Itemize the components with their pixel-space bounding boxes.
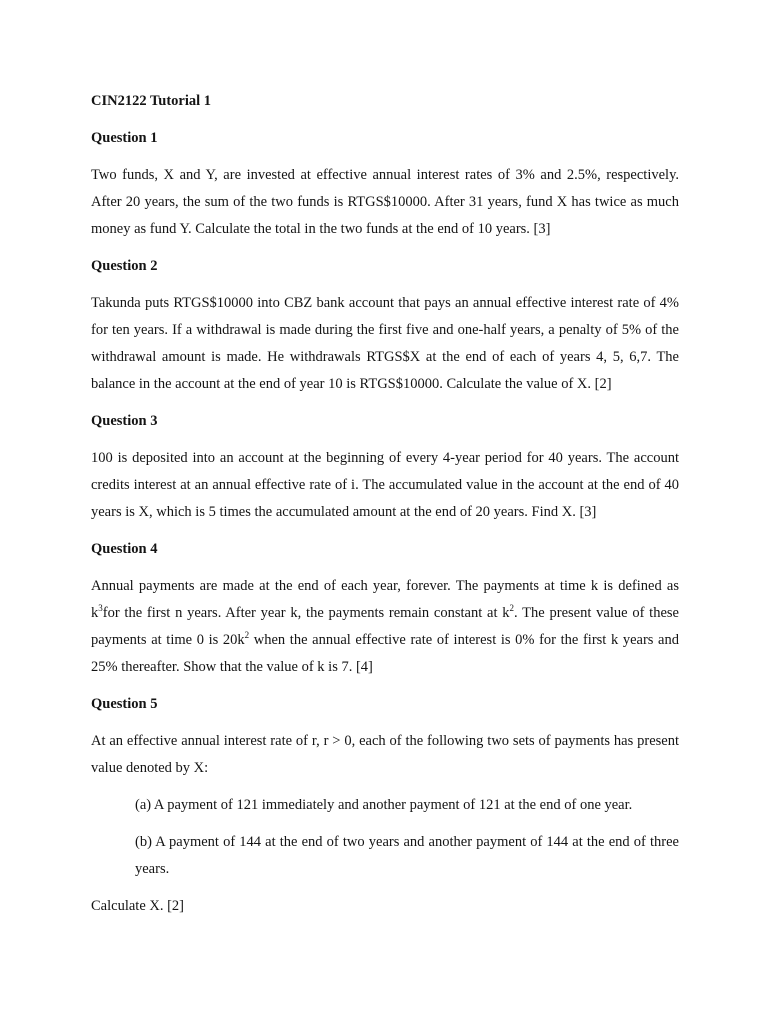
question-4-text-part2: for the first n years. After year k, the payments remain constant at k <box>102 605 510 621</box>
question-1-heading: Question 1 <box>91 130 158 146</box>
question-5-closing: Calculate X. [2] <box>91 898 185 914</box>
question-5-item-b: (b) A payment of 144 at the end of two years and another payment of 144 at the end of three years. <box>135 834 679 877</box>
question-4-text <box>91 573 679 681</box>
question-4-text-part3: . The present value of these payments at time 0 is 20k <box>91 605 679 648</box>
question-4-text-part1: Annual payments are made at the end of each year, forever. The payments at time k is defined as k <box>91 578 679 621</box>
question-4-exponent-2: 2 <box>509 603 515 613</box>
question-4-exponent-3: 2 <box>244 630 250 640</box>
document-page <box>91 88 679 930</box>
question-5-heading: Question 5 <box>91 696 158 712</box>
question-3-heading: Question 3 <box>91 413 158 429</box>
question-4-heading: Question 4 <box>91 541 158 557</box>
question-1-text: Two funds, X and Y, are invested at effective annual interest rates of 3% and 2.5%, respectively. After 20 years, the sum of the two funds is RTGS$10000. After 31 years, fund X has twice as much money as fund Y. Calculate the total in the two funds at the end of 10 years. [3] <box>91 167 679 237</box>
question-3-text: 100 is deposited into an account at the beginning of every 4-year period for 40 years. The account credits interest at an annual effective rate of i. The accumulated value in the account at the end of 40 years is X, which is 5 times the accumulated amount at the end of 20 years. Find X. [3] <box>91 450 679 520</box>
question-2-heading: Question 2 <box>91 258 158 274</box>
document-title: CIN2122 Tutorial 1 <box>91 93 212 109</box>
question-4-exponent-1: 3 <box>98 603 103 613</box>
question-4-text-part4: when the annual effective rate of interest is 0% for the first k years and 25% thereafter. Show that the value of k is 7. [4] <box>91 632 679 675</box>
question-5-item-a: (a) A payment of 121 immediately and another payment of 121 at the end of one year. <box>135 797 633 813</box>
question-5-intro: At an effective annual interest rate of r, r > 0, each of the following two sets of payments has present value denoted by X: <box>91 733 679 776</box>
question-2-text: Takunda puts RTGS$10000 into CBZ bank account that pays an annual effective interest rate of 4% for ten years. If a withdrawal is made during the first five and one-half years, a penalty of 5% of the withdrawal amount is made. He withdrawals RTGS$X at the end of each of years 4, 5, 6,7. The balance in the account at the end of year 10 is RTGS$10000. Calculate the value of X. [2] <box>91 295 679 392</box>
